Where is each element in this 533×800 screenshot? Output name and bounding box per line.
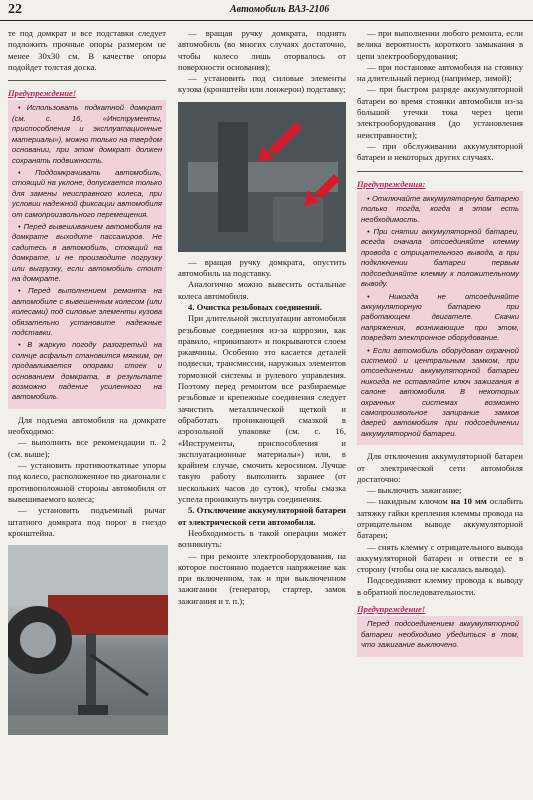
paragraph: Для подъема автомобиля на домкрате необходимо: (8, 414, 166, 437)
stand-placement-photo (178, 102, 346, 252)
paragraph: — выключить зажигание; (367, 485, 462, 496)
divider (8, 80, 166, 81)
warning-title: Предупреждение! (357, 604, 426, 615)
heading-text: 5. Отключение аккумуляторной батареи от электрической сети автомобиля. (178, 505, 346, 527)
paragraph: — при быстром разряде аккумуляторной батареи во время стоянки автомобиля из-за большой утечки тока через цепи электрооборудования (до установления неисправности); (357, 84, 523, 140)
warning-item: • Поддомкрачивать автомобиль, стоящий на уклоне, допускается только для замены неисправного колеса, при условии надежной фиксации автомобиля от самопроизвольного перемещения. (12, 167, 162, 219)
jack-under-sill-photo (8, 545, 168, 735)
underbody-illustration (178, 102, 346, 252)
heading-text: 4. Очистка резьбовых соединений. (188, 301, 322, 312)
paragraph: — снять клемму с отрицательного вывода аккумуляторной батареи и отвести ее в сторону (чтобы она не касалась вывода). (357, 541, 523, 575)
page-header (0, 0, 533, 21)
paragraph: — установить противооткатные упоры под колесо, расположенное по диагонали с противоположной стороны автомобиля от вывешиваемого колеса; (8, 460, 166, 504)
paragraph: Необходимость в такой операции может возникнуть: (178, 527, 346, 550)
section-heading-4 (178, 302, 346, 313)
paragraph: — выполнить все рекомендации п. 2 (см. выше); (8, 437, 166, 459)
text: ослабить затяжку гайки крепления клеммы провода на отрицательном выводе аккумуляторной батареи; (357, 496, 523, 541)
warning-box (357, 191, 523, 445)
column-right (357, 28, 523, 663)
paragraph: — при выполнении любого ремонта, если велика вероятность короткого замыкания в цепи электрооборудования; (357, 28, 523, 61)
warning-item: • При снятии аккумуляторной батареи, всегда сначала отсоединяйте клемму провода с отрицательного вывода, а при подключении батареи первым подсоединяйте клемму к положительному выводу. (361, 227, 519, 289)
warning-item: • Никогда не отсоединяйте аккумуляторную батарею при работающем двигателе. Скачки напряжения, возникающие при этом, повредят электронное оборудование. (361, 291, 519, 343)
warning-item: • Отключайте аккумуляторную батарею только тогда, когда в этом есть необходимость. (361, 193, 519, 224)
paragraph: — вращая ручку домкрата, опустить автомобиль на подставку. (178, 256, 346, 279)
column-middle (178, 28, 346, 607)
book-title: Автомобиль ВАЗ-2106 (230, 4, 330, 15)
paragraph: — при обслуживании аккумуляторной батареи и некоторых других случаях. (357, 140, 523, 163)
wrench-size: на 10 мм (450, 496, 487, 507)
warning-title: Предупреждения: (357, 178, 426, 189)
divider (357, 171, 523, 172)
jack-illustration (8, 545, 168, 735)
column-left (8, 28, 166, 735)
section-heading-5 (178, 505, 346, 528)
paragraph (357, 496, 523, 541)
warning-box (8, 100, 166, 408)
paragraph: — установить подъемный рычаг штатного домкрата под порог в гнездо кронштейна. (8, 505, 166, 538)
warning-item: • Если автомобиль оборудован охранной системой и центральным замком, при отсоединении аккумуляторной батареи никогда не оставляйте ключ зажигания в салоне автомобиля. В некоторых охранных системах возможно самопроизвольное запирание замков дверей автомобиля при подсоединении аккумуляторной батареи. (361, 345, 519, 438)
warning-item: • В жаркую погоду разогретый на солнце асфальт становится мягким, он продавливается опорами стоек и основанием домкрата, в результате возможно падение усиленного на автомобиль. (12, 340, 162, 402)
paragraph: — вращая ручку домкрата, поднять автомобиль (во многих случаях достаточно, чтобы колесо лишь оторвалось от поверхности основания); (178, 28, 346, 72)
paragraph: Аналогично можно вывесить остальные колеса автомобиля. (178, 279, 346, 301)
warning-item: Перед подсоединением аккумуляторной батареи необходимо убедиться в том, что зажигание выключено. (361, 619, 519, 650)
paragraph: те под домкрат и все подставки следует подложить прочные опоры размером не менее 30х30 см. В качестве опоры подойдет толстая доска. (8, 28, 166, 72)
warning-title: Предупреждение! (8, 88, 77, 99)
paragraph: Для отключения аккумуляторной батареи от электрической сети автомобиля достаточно: (357, 451, 523, 484)
warning-box (357, 616, 523, 656)
warning-item: • Использовать подкатной домкрат (см. с. 16, «Инструменты, приспособления и эксплуатационные материалы»), можно только на твердом основании, при этом домкрат должен сохранять подвижность. (12, 103, 162, 165)
page-number: 22 (8, 2, 22, 17)
warning-item: • Перед выполнением ремонта на автомобиле с вывешенным колесом (или колесами) под силовые элементы кузова обязательно установите надежные подставки. (12, 286, 162, 338)
paragraph: Подсоединяют клемму провода к выводу в обратной последовательности. (357, 575, 523, 597)
paragraph: — при ремонте электрооборудования, на которое постоянно подается напряжение как при включенном, так и при выключенном зажигании (генератор, стартер, замок зажигания и т. п.); (178, 550, 346, 606)
paragraph: При длительной эксплуатации автомобиля резьбовые соединения из-за коррозии, как правило, «прикипают» и покрываются слоем ржавчины. Особенно это касается деталей подвески, трансмиссии, наружных элементов тормозной системы и рулевого управления. Поэтому перед ремонтом все разбираемые резьбовые и крепежные соединения следует зачистить металлической щеткой и обработать проникающей смазкой в аэрозольной упаковке (см. с. 16, «Инструменты, приспособления и эксплуатационные материалы») или, в крайнем случае, смочить керосином. Лучше такую работу выполнить заранее (от нескольких часов до суток), чтобы смазка успела проникнуть внутрь соединения. (178, 313, 346, 505)
paragraph: — установить под силовые элементы кузова (кронштейн или лонжерон) подставку; (178, 73, 346, 95)
paragraph: — при постановке автомобиля на стоянку на длительный период (например, зимой); (357, 61, 523, 84)
warning-item: • Перед вывешиванием автомобиля на домкрате выходите пассажиров. Не садитесь в автомобиль, стоящий на домкрате, и не производите погрузку или выгрузку, если автомобиль стоит на домкрате. (12, 221, 162, 283)
text: — накидным ключом (367, 496, 451, 507)
